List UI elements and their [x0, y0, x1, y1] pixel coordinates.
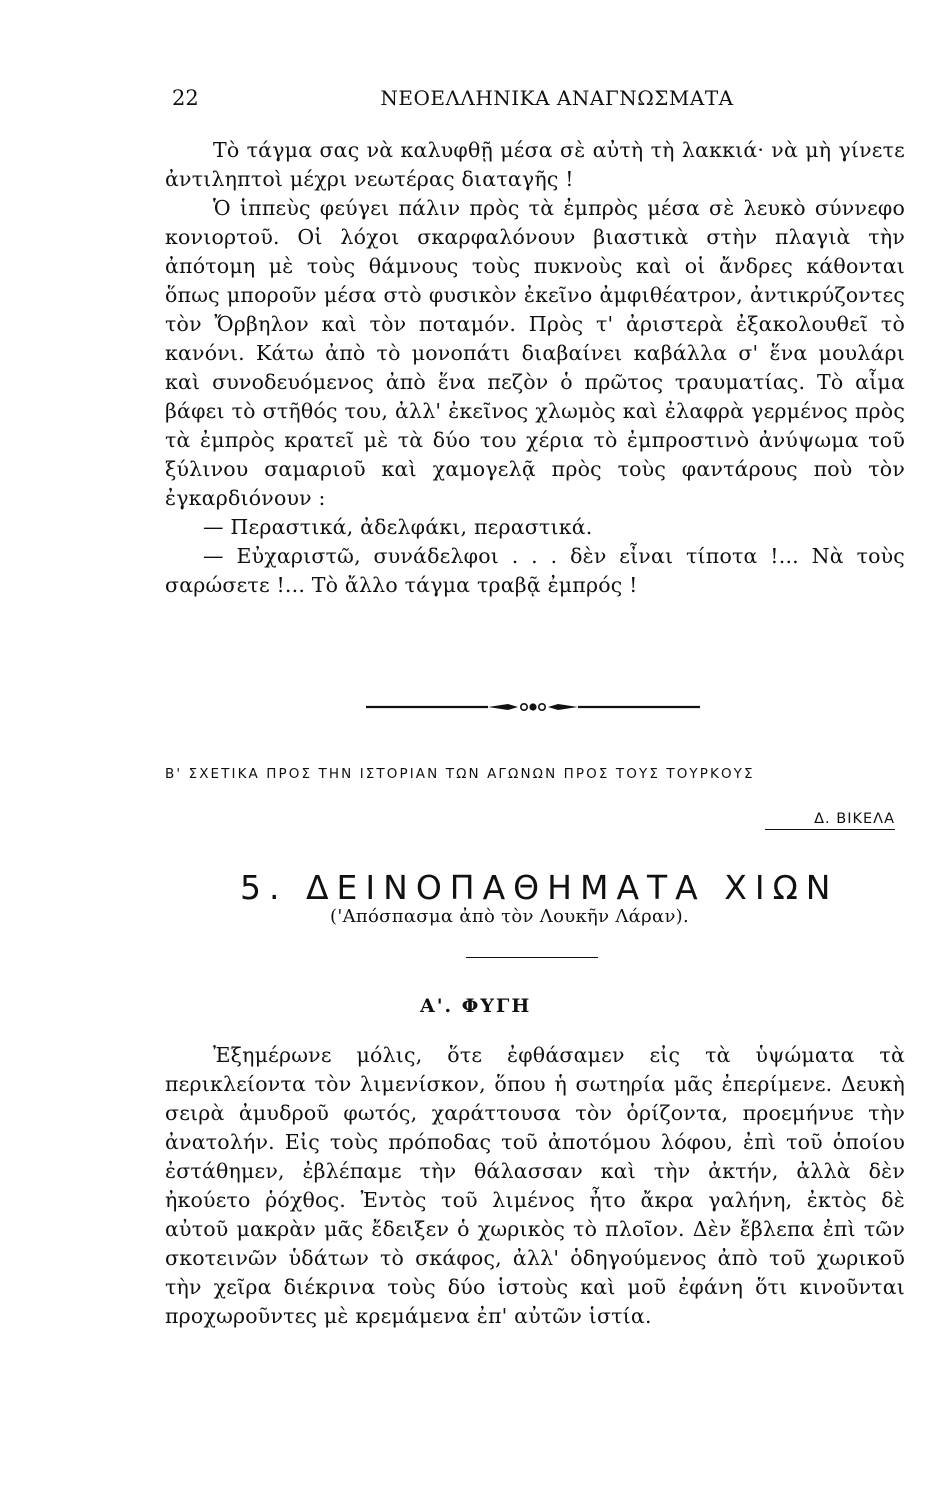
ornament-divider: [366, 700, 700, 714]
paragraph: Τὸ τάγμα σας νὰ καλυφθῇ μέσα σὲ αὐτὴ τὴ λακκιά· νὰ μὴ γίνετε ἀντιληπτοὶ μέχρι νεωτέρας διαταγῆς !: [165, 138, 905, 191]
section-heading: Α'. ΦΥΓΗ: [420, 995, 532, 1017]
paragraph: Ἐξημέρωνε μόλις, ὅτε ἐφθάσαμεν εἰς τὰ ὑψώματα τὰ περικλείοντα τὸν λιμενίσκον, ὅπου ἡ σωτηρία μᾶς ἐπερίμενε. Δευκὴ σειρὰ ἀμυδροῦ φωτός, χαράττουσα τὸν ὁρίζοντα, προεμήνυε τὴν ἀνατολήν. Εἰς τοὺς πρόποδας τοῦ ἀποτόμου λόφου, ἐπὶ τοῦ ὁποίου ἐστάθημεν, ἐβλέπαμε τὴν θάλασσαν καὶ τὴν ἀκτήν, ἀλλὰ δὲν ἠκούετο ῥόχθος. Ἐντὸς τοῦ λιμένος ἦτο ἄκρα γαλήνη, ἐκτὸς δὲ αὐτοῦ μακρὰν μᾶς ἔδειξεν ὁ χωρικὸς τὸ πλοῖον. Δὲν ἔβλεπα ἐπὶ τῶν σκοτεινῶν ὑδάτων τὸ σκάφος, ἀλλ' ὁδηγούμενος ἀπὸ τοῦ χωρικοῦ τὴν χεῖρα διέκρινα τοὺς δύο ἱστοὺς καὶ μοῦ ἐφάνη ὅτι κινοῦνται προχωροῦντες μὲ κρεμάμενα ἐπ' αὐτῶν ἱστία.: [165, 1043, 905, 1328]
paragraph: Ὁ ἱππεὺς φεύγει πάλιν πρὸς τὰ ἐμπρὸς μέσα σὲ λευκὸ σύννεφο κονιορτοῦ. Οἱ λόχοι σκαρφαλόνουν βιαστικὰ στὴν πλαγιὰ τὴν ἀπότομη μὲ τοὺς θάμνους τοὺς πυκνοὺς καὶ οἱ ἄνδρες κάθονται ὅπως μποροῦν μέσα στὸ φυσικὸν ἐκεῖνο ἀμφιθέατρον, ἀντικρύζοντες τὸν Ὄρβηλον καὶ τὸν ποταμόν. Πρὸς τ' ἀριστερὰ ἐξακολουθεῖ τὸ κανόνι. Κάτω ἀπὸ τὸ μονοπάτι διαβαίνει καβάλλα σ' ἕνα μουλάρι καὶ συνοδευόμενος ἀπὸ ἕνα πεζὸν ὁ πρῶτος τραυματίας. Τὸ αἷμα βάφει τὸ στῆθός του, ἀλλ' ἐκεῖνος χλωμὸς καὶ ἐλαφρὰ γερμένος πρὸς τὰ ἐμπρὸς κρατεῖ μὲ τὰ δύο του χέρια τὸ ἐμπροστινὸ ἀνύψωμα τοῦ ξύλινου σαμαριοῦ καὶ χαμογελᾷ πρὸς τοὺς φαντάρους ποὺ τὸν ἐγκαρδιόνουν :: [165, 196, 905, 510]
chapter-title: 5. ΔΕΙΝΟΠΑΘΗΜΑΤΑ ΧΙΩΝ: [240, 868, 839, 907]
passage-bottom: [165, 1041, 905, 1331]
dialogue-line: — Περαστικά, ἀδελφάκι, περαστικά.: [203, 515, 593, 539]
running-title: ΝΕΟΕΛΛΗΝΙΚΑ ΑΝΑΓΝΩΣΜΑΤΑ: [380, 86, 734, 110]
title-rule: [466, 957, 598, 958]
author-name: Δ. ΒΙΚΕΛΑ: [765, 811, 895, 830]
section-label: Β' ΣΧΕΤΙΚΑ ΠΡΟΣ ΤΗΝ ΙΣΤΟΡΙΑΝ ΤΩΝ ΑΓΩΝΩΝ ΠΡΟΣ ΤΟΥΣ ΤΟΥΡΚΟΥΣ: [165, 766, 755, 782]
page-header: [172, 86, 902, 120]
chapter-subtitle: ('Απόσπασμα ἀπὸ τὸν Λουκῆν Λάραν).: [330, 906, 690, 927]
page-number: 22: [172, 86, 199, 110]
dialogue-line: — Εὐχαριστῶ, συνάδελφοι . . . δὲν εἶναι τίποτα !... Νὰ τοὺς σαρώσετε !... Τὸ ἄλλο τάγμα τραβᾷ ἐμπρός !: [165, 544, 905, 597]
passage-top: [165, 136, 905, 600]
